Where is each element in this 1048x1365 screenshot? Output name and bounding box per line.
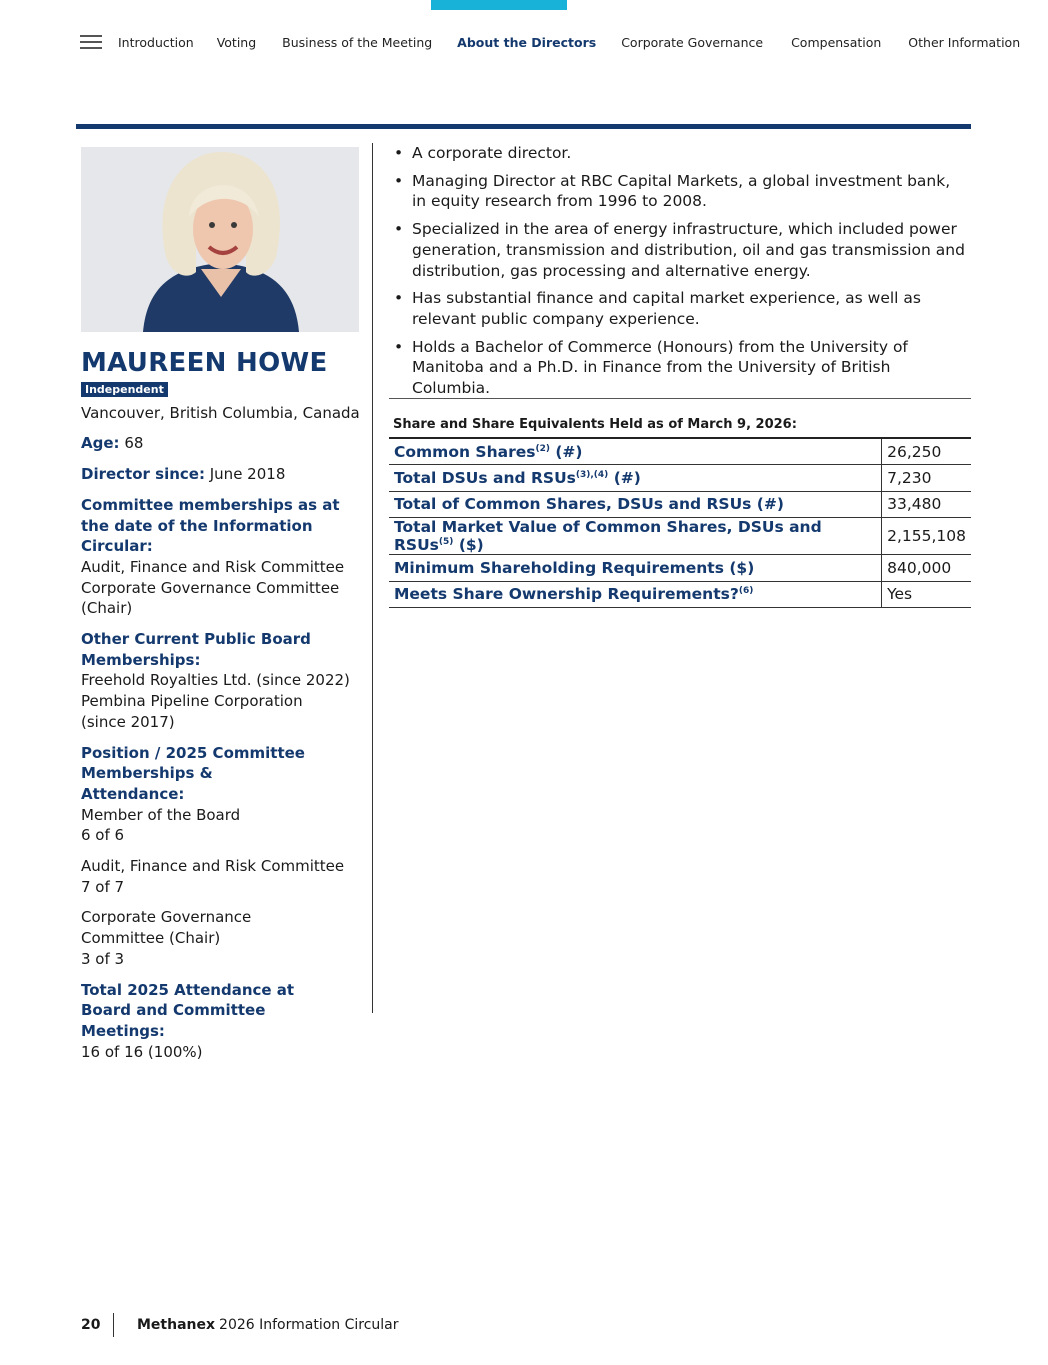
nav-compensation[interactable]: Compensation — [791, 34, 882, 50]
total-attendance-value: 16 of 16 (100%) — [81, 1042, 203, 1061]
holdings-table — [389, 437, 971, 608]
page-number: 20 — [81, 1317, 101, 1333]
director-photo — [81, 147, 359, 332]
attendance-count: 7 of 7 — [81, 877, 125, 896]
attendance-role: Member of the Board — [81, 805, 241, 824]
holdings-label: Total of Common Shares, DSUs and RSUs (#) — [389, 491, 882, 518]
holdings-label: Common Shares$^{(2)}$ (#) — [389, 438, 882, 465]
top-navigation — [80, 30, 1020, 54]
bio-item: • Specialized in the area of energy infrastructure, which included power generation, transmission and distribution, oil and gas transmission and distribution, gas processing and alternative energy. — [392, 219, 967, 281]
nav-business-of-the-meeting[interactable]: Business of the Meeting — [282, 34, 433, 50]
age-value: 68 — [124, 434, 144, 453]
nav-corporate-governance[interactable]: Corporate Governance — [621, 34, 764, 50]
other-board-memberships — [81, 629, 361, 733]
age-label: Age: — [81, 434, 120, 453]
active-tab-indicator — [431, 0, 567, 10]
attendance-count: 6 of 6 — [81, 826, 125, 845]
column-divider — [372, 143, 373, 1013]
holdings-label: Meets Share Ownership Requirements?$^{(6)}$ — [389, 581, 882, 608]
holdings-label: Total Market Value of Common Shares, DSUs and RSUs$^{(5)}$ ($) — [389, 518, 882, 555]
holdings-label: Total DSUs and RSUs$^{(3),(4)}$ (#) — [389, 465, 882, 492]
biography-list — [392, 143, 967, 406]
director-since-row — [81, 464, 361, 485]
holdings-value: Yes — [882, 581, 971, 608]
footer-document-title: 2026 Information Circular — [219, 1317, 399, 1333]
attendance-section — [81, 743, 361, 847]
attendance-entry — [81, 856, 361, 897]
total-attendance — [81, 980, 361, 1063]
table-row — [389, 465, 971, 492]
director-since-label: Director since: — [81, 465, 205, 484]
menu-icon[interactable] — [80, 35, 102, 49]
age-row — [81, 433, 361, 454]
committee-item: Corporate Governance Committee (Chair) — [81, 578, 340, 618]
page-footer — [81, 1313, 399, 1337]
table-row — [389, 491, 971, 518]
table-row — [389, 581, 971, 608]
bio-item: • Managing Director at RBC Capital Markets, a global investment bank, in equity research from 1996 to 2008. — [392, 171, 967, 212]
attendance-entry — [81, 907, 361, 969]
holdings-value: 7,230 — [882, 465, 971, 492]
independent-badge: Independent — [81, 382, 168, 397]
director-since-value: June 2018 — [209, 465, 286, 484]
attendance-role: Corporate Governance Committee (Chair) — [81, 908, 252, 948]
nav-about-the-directors[interactable]: About the Directors — [457, 34, 597, 50]
attendance-label: Position / 2025 Committee Memberships & Attendance: — [81, 743, 305, 803]
bio-item: • Holds a Bachelor of Commerce (Honours) from the University of Manitoba and a Ph.D. in Finance from the University of British Columbia. — [392, 337, 967, 399]
total-attendance-label: Total 2025 Attendance at Board and Committee Meetings: — [81, 980, 295, 1040]
other-boards-label: Other Current Public Board Memberships: — [81, 630, 311, 669]
table-rule — [389, 398, 971, 399]
director-location: Vancouver, British Columbia, Canada — [81, 403, 360, 422]
holdings-value: 26,250 — [882, 438, 971, 465]
table-row — [389, 518, 971, 555]
nav-other-information[interactable]: Other Information — [908, 34, 1021, 50]
committee-item: Audit, Finance and Risk Committee — [81, 557, 345, 576]
nav-introduction[interactable]: Introduction — [118, 34, 194, 50]
holdings-value: 33,480 — [882, 491, 971, 518]
table-row — [389, 555, 971, 582]
holdings-value: 840,000 — [882, 555, 971, 582]
bio-item: • A corporate director. — [392, 143, 967, 164]
committee-memberships — [81, 495, 361, 619]
committee-memberships-label: Committee memberships as at the date of the Information Circular: — [81, 495, 340, 556]
holdings-value: 2,155,108 — [882, 518, 971, 555]
board-item: Freehold Royalties Ltd. (since 2022) — [81, 671, 350, 690]
holdings-label: Minimum Shareholding Requirements ($) — [389, 555, 882, 582]
director-profile — [81, 147, 361, 1062]
attendance-role: Audit, Finance and Risk Committee — [81, 857, 345, 876]
section-rule — [76, 124, 971, 129]
table-row — [389, 438, 971, 465]
footer-brand: Methanex — [137, 1317, 216, 1333]
holdings-table-title: Share and Share Equivalents Held as of March 9, 2026: — [393, 417, 797, 432]
attendance-count: 3 of 3 — [81, 949, 125, 968]
board-item: Pembina Pipeline Corporation (since 2017) — [81, 692, 303, 731]
director-name: MAUREEN HOWE — [81, 348, 328, 378]
footer-divider — [113, 1313, 114, 1337]
bio-item: • Has substantial finance and capital market experience, as well as relevant public company experience. — [392, 288, 967, 329]
nav-voting[interactable]: Voting — [216, 34, 257, 50]
